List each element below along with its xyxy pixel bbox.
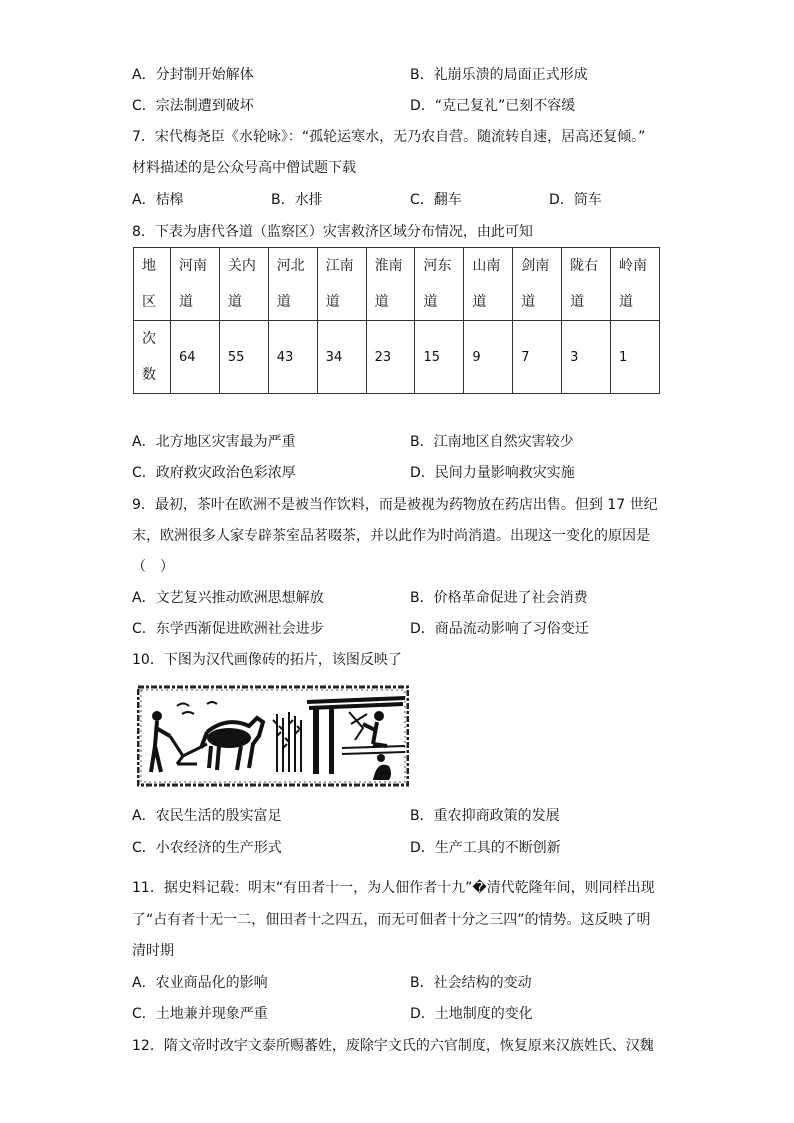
q7-option-d: D．筒车 <box>549 192 602 208</box>
table-cell: 剑南 道 <box>513 248 562 321</box>
q12-stem-line1: 12．隋文帝时改宇文泰所赐蕃姓，废除宇文氏的六官制度，恢复原来汉族姓氏、汉魏 <box>132 1038 654 1054</box>
q9-option-a: A．文艺复兴推动欧洲思想解放 <box>132 590 324 606</box>
q7-stem-line2: 材料描述的是公众号高中僧试题下载 <box>132 160 356 176</box>
q10-option-c: C．小农经济的生产形式 <box>132 840 282 856</box>
q11-option-c: C．土地兼并现象严重 <box>132 1006 268 1022</box>
table-row <box>134 321 660 394</box>
table-row <box>134 248 660 321</box>
table-cell: 64 <box>171 321 220 394</box>
table-cell: 3 <box>562 321 611 394</box>
table-cell: 55 <box>219 321 268 394</box>
q6-option-a: A．分封制开始解体 <box>132 67 254 83</box>
q11-option-d: D．土地制度的变化 <box>410 1006 533 1022</box>
q6-option-d: D．“克己复礼”已刻不容缓 <box>410 98 576 114</box>
q10-stem: 10．下图为汉代画像砖的拓片，该图反映了 <box>132 652 402 668</box>
q9-stem-line3: （ ） <box>132 559 174 575</box>
q8-option-d: D．民间力量影响救灾实施 <box>410 465 575 481</box>
q10-option-b: B．重农抑商政策的发展 <box>410 808 560 824</box>
q9-option-c: C．东学西渐促进欧洲社会进步 <box>132 621 324 637</box>
table-cell: 河北 道 <box>268 248 317 321</box>
q11-stem-line2: 了“占有者十无一二，佃田者十之四五，而无可佃者十分之三四”的情势。这反映了明 <box>132 912 651 928</box>
table-cell: 34 <box>317 321 366 394</box>
q7-stem-line1: 7．宋代梅尧臣《水轮咏》：“孤轮运寒水，无乃农自营。随流转自速，居高还复倾。” <box>132 129 646 145</box>
table-header-cell: 地 区 <box>134 248 171 321</box>
q8-option-b: B．江南地区自然灾害较少 <box>410 434 574 450</box>
q8-stem: 8．下表为唐代各道（监察区）灾害救济区域分布情况，由此可知 <box>132 224 533 240</box>
q11-option-b: B．社会结构的变动 <box>410 975 532 991</box>
q11-stem-line3: 清时期 <box>132 943 174 959</box>
q6-option-c: C．宗法制遭到破坏 <box>132 98 254 114</box>
q8-option-a: A．北方地区灾害最为严重 <box>132 434 296 450</box>
table-header-cell: 次 数 <box>134 321 171 394</box>
q9-stem-line1: 9．最初，茶叶在欧洲不是被当作饮料，而是被视为药物放在药店出售。但到 17 世纪 <box>132 497 658 513</box>
table-cell: 1 <box>611 321 660 394</box>
q7-option-a: A．桔槔 <box>132 192 184 208</box>
table-cell: 23 <box>366 321 415 394</box>
table-cell: 9 <box>464 321 513 394</box>
table-cell: 河南 道 <box>171 248 220 321</box>
han-brick-rubbing-image <box>137 684 409 788</box>
table-cell: 淮南 道 <box>366 248 415 321</box>
q9-option-d: D．商品流动影响了习俗变迁 <box>410 621 589 637</box>
table-cell: 河东 道 <box>415 248 464 321</box>
q10-option-a: A．农民生活的殷实富足 <box>132 808 282 824</box>
table-cell: 山南 道 <box>464 248 513 321</box>
q6-option-b: B．礼崩乐溃的局面正式形成 <box>410 67 588 83</box>
table-cell: 岭南 道 <box>611 248 660 321</box>
q9-option-b: B．价格革命促进了社会消费 <box>410 590 588 606</box>
q10-option-d: D．生产工具的不断创新 <box>410 840 561 856</box>
table-cell: 7 <box>513 321 562 394</box>
table-cell: 江南 道 <box>317 248 366 321</box>
table-cell: 15 <box>415 321 464 394</box>
q7-option-b: B．水排 <box>271 192 323 208</box>
table-cell: 陇右 道 <box>562 248 611 321</box>
q11-stem-line1: 11．据史料记载：明末“有田者十一，为人佃作者十九”�清代乾隆年间，则同样出现 <box>132 880 655 896</box>
table-cell: 43 <box>268 321 317 394</box>
disaster-relief-table <box>133 247 660 394</box>
q11-option-a: A．农业商品化的影响 <box>132 975 268 991</box>
q9-stem-line2: 末，欧洲很多人家专辟茶室品茗啜茶，并以此作为时尚消遣。出现这一变化的原因是 <box>132 528 650 544</box>
q8-option-c: C．政府救灾政治色彩浓厚 <box>132 465 296 481</box>
q7-option-c: C．翻车 <box>410 192 462 208</box>
table-cell: 关内 道 <box>219 248 268 321</box>
